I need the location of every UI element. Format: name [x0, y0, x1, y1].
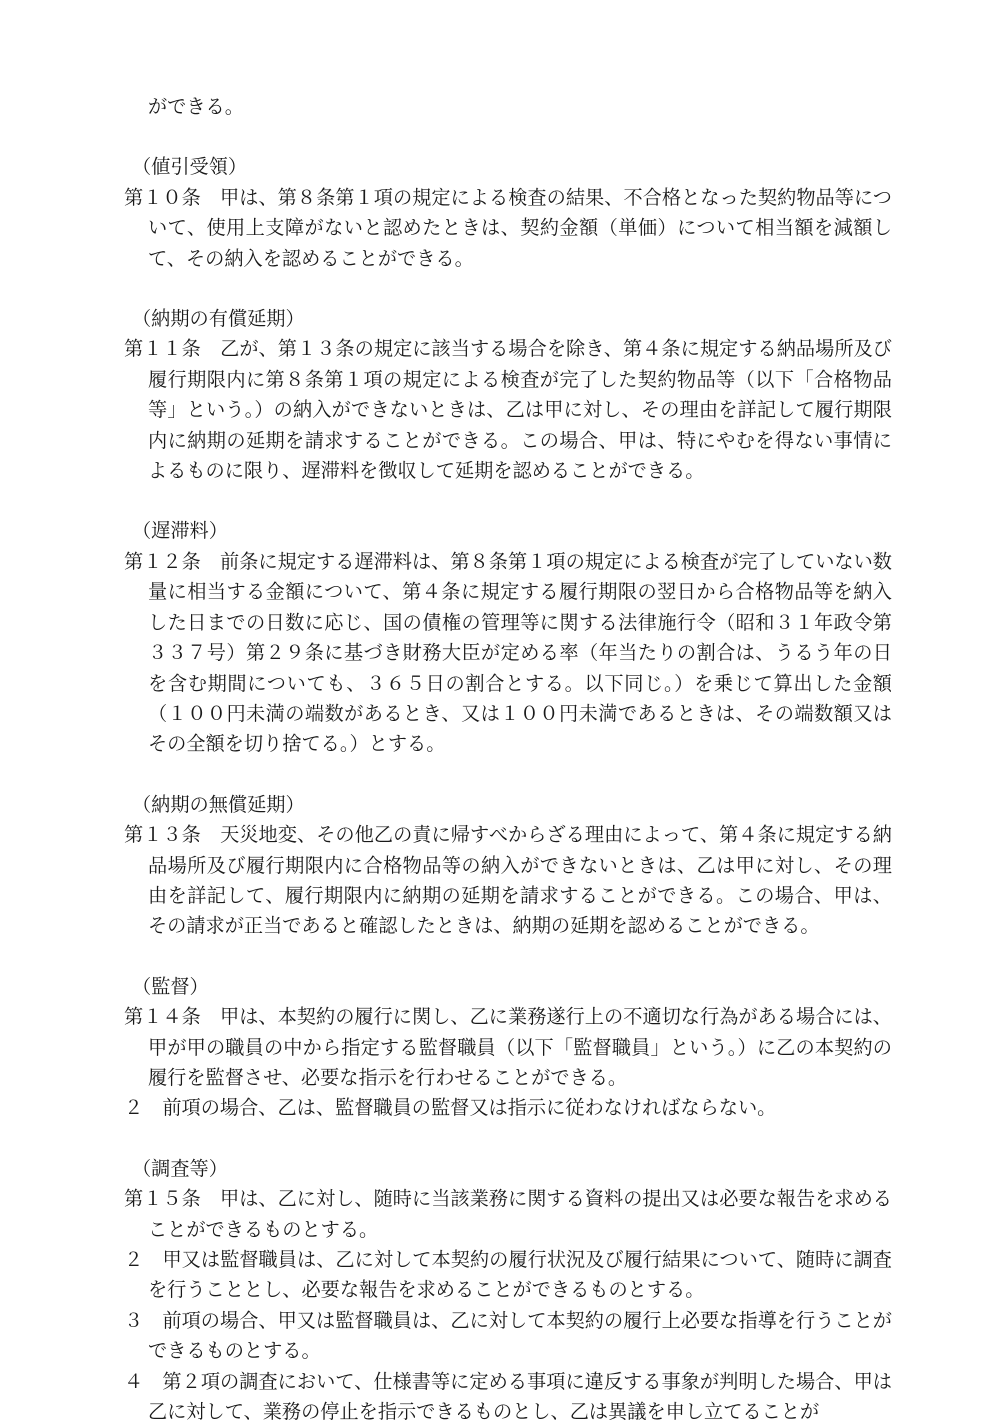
- article-13-heading: （納期の無償延期）: [132, 792, 305, 816]
- article-14-paragraph-1: 第１４条 甲は、本契約の履行に関し、乙に業務遂行上の不適切な行為がある場合には、甲が甲の職員の中から指定する監督職員（以下「監督職員」という。）に乙の本契約の履行を監督させ、必要な指示を行わせることができる。: [124, 1005, 892, 1089]
- article-15-paragraph-1: 第１５条 甲は、乙に対し、随時に当該業務に関する資料の提出又は必要な報告を求めることができるものとする。: [124, 1187, 892, 1241]
- article-11-paragraph-1: 第１１条 乙が、第１３条の規定に該当する場合を除き、第４条に規定する納品場所及び履行期限内に第８条第１項の規定による検査が完了した契約物品等（以下「合格物品等」という。）の納入ができないときは、乙は甲に対し、その理由を詳記して履行期限内に納期の延期を請求することができる。この場合、甲は、特にやむを得ない事情によるものに限り、遅滞料を徴収して延期を認めることができる。: [124, 337, 892, 483]
- article-10-paragraph-1: 第１０条 甲は、第８条第１項の規定による検査の結果、不合格となった契約物品等について、使用上支障がないと認めたときは、契約金額（単価）について相当額を減額して、その納入を認めることができる。: [124, 185, 892, 270]
- continuation-text: ができる。: [148, 95, 244, 118]
- article-13-paragraph-1: 第１３条 天災地変、その他乙の責に帰すべからざる理由によって、第４条に規定する納品場所及び履行期限内に合格物品等の納入ができないときは、乙は甲に対し、その理由を詳記して、履行期限内に納期の延期を請求することができる。この場合、甲は、その請求が正当であると確認したときは、納期の延期を認めることができる。: [124, 823, 892, 938]
- article-11-heading: （納期の有償延期）: [132, 307, 305, 331]
- article-14-heading: （監督）: [132, 974, 209, 998]
- article-14-paragraph-2: ２ 前項の場合、乙は、監督職員の監督又は指示に従わなければならない。: [124, 1096, 777, 1120]
- document-page: [124, 92, 892, 1427]
- article-12-heading: （遅滞料）: [132, 519, 228, 543]
- article-10-heading: （値引受領）: [132, 155, 248, 179]
- article-15-paragraph-4: ４ 第２項の調査において、仕様書等に定める事項に違反する事象が判明した場合、甲は乙に対して、業務の停止を指示できるものとし、乙は異議を申し立てることが: [124, 1369, 892, 1424]
- article-15-paragraph-3: ３ 前項の場合、甲又は監督職員は、乙に対して本契約の履行上必要な指導を行うことができるものとする。: [124, 1308, 892, 1363]
- article-15-paragraph-2: ２ 甲又は監督職員は、乙に対して本契約の履行状況及び履行結果について、随時に調査を行うこととし、必要な報告を求めることができるものとする。: [124, 1248, 892, 1302]
- article-15-heading: （調査等）: [132, 1156, 228, 1180]
- article-12-paragraph-1: 第１２条 前条に規定する遅滞料は、第８条第１項の規定による検査が完了していない数量に相当する金額について、第４条に規定する履行期限の翌日から合格物品等を納入した日までの日数に応じ、国の債権の管理等に関する法律施行令（昭和３１年政令第３３７号）第２９条に基づき財務大臣が定める率（年当たりの割合は、うるう年の日を含む期間についても、３６５日の割合とする。以下同じ。）を乗じて算出した金額（１００円未満の端数があるとき、又は１００円未満であるときは、その端数額又はその全額を切り捨てる。）とする。: [124, 549, 892, 756]
